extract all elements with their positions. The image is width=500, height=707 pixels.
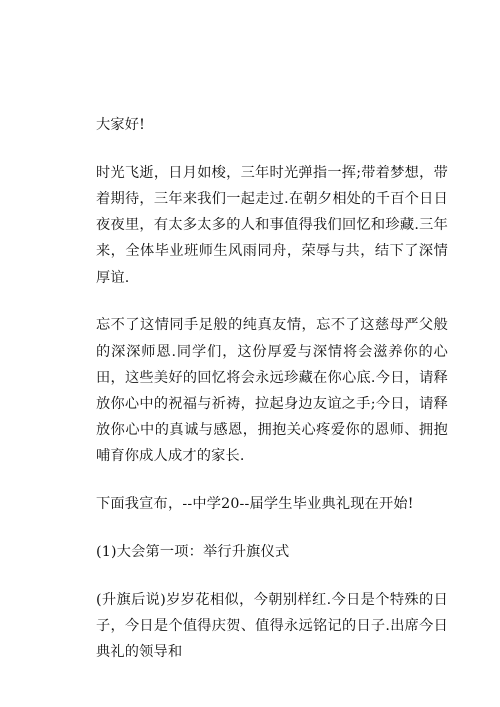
flag-raising-paragraph: (升旗后说)岁岁花相似，今朝别样红.今日是个特殊的日子，今日是个值得庆贺、值得永远铭记的日子.出席今日典礼的领导和 <box>96 591 448 661</box>
agenda-item-paragraph: (1)大会第一项：举行升旗仪式 <box>96 544 290 561</box>
document-body <box>96 112 448 687</box>
opening-paragraph: 时光飞逝，日月如梭，三年时光弹指一挥;带着梦想，带着期待，三年来我们一起走过.在朝夕相处的千百个日日夜夜里，有太多太多的人和事值得我们回忆和珍藏.三年来，全体毕业班师生风雨同舟，荣辱与共，结下了深情厚谊. <box>96 164 448 286</box>
gratitude-paragraph: 忘不了这情同手足般的纯真友情，忘不了这慈母严父般的深深师恩.同学们，这份厚爱与深情将会滋养你的心田，这些美好的回忆将会永远珍藏在你心底.今日，请释放你心中的祝福与祈祷，拉起身边友谊之手;今日，请释放你心中的真诚与感恩，拥抱关心疼爱你的恩师、拥抱哺育你成人成才的家长. <box>96 317 448 465</box>
announcement-paragraph: 下面我宣布，--中学20--届学生毕业典礼现在开始! <box>96 496 414 513</box>
greeting-paragraph: 大家好! <box>96 117 146 133</box>
